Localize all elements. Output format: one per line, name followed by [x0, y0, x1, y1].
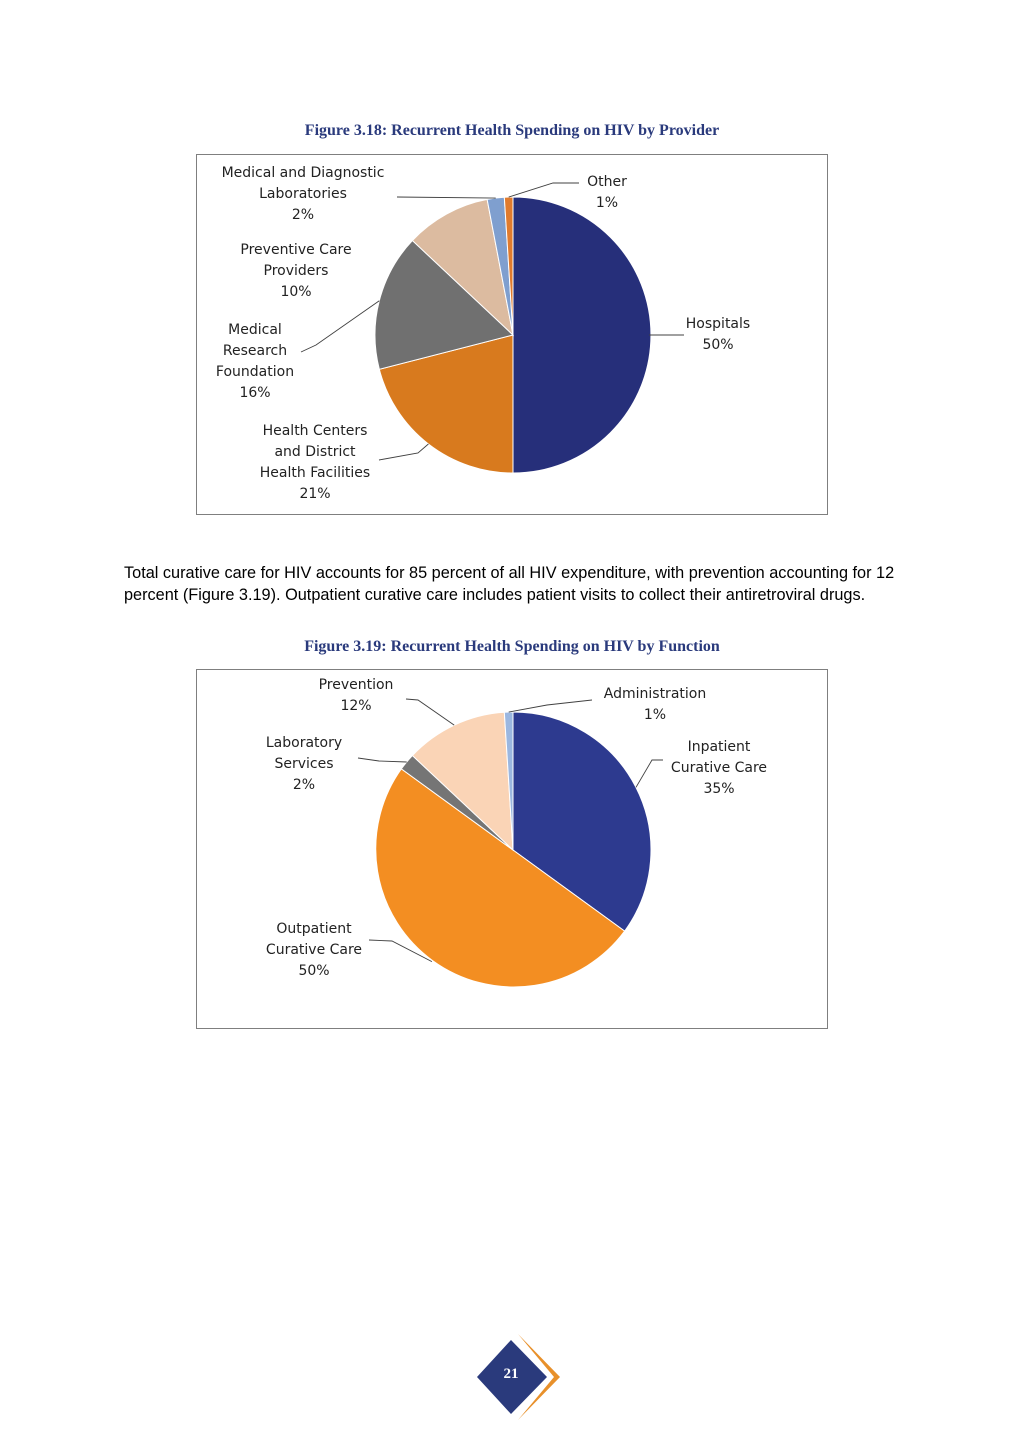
slice-label-line: Medical and Diagnostic	[221, 165, 385, 181]
slice-label-line: Curative Care	[670, 760, 768, 776]
slice-label-line: Inpatient	[687, 739, 751, 755]
slice-label-line: and District	[274, 444, 356, 460]
page-number: 21	[503, 1366, 519, 1382]
slice-label-line: Providers	[263, 263, 329, 279]
slice-label-administration	[555, 684, 755, 726]
slice-label-laboratory-services	[204, 733, 404, 796]
slice-label-line: Prevention	[318, 677, 394, 693]
slice-label-line: 50%	[702, 337, 734, 353]
slice-label-line: Services	[274, 756, 334, 772]
slice-label-preventive-care-providers	[196, 240, 396, 303]
slice-label-line: Laboratory	[265, 735, 343, 751]
slice-label-inpatient-curative-care	[619, 737, 819, 800]
slice-label-outpatient-curative-care	[214, 919, 414, 982]
slice-label-line: Research	[222, 343, 288, 359]
slice-label-health-centers-and-district-health-facilities	[215, 421, 415, 505]
slice-label-line: 35%	[703, 781, 735, 797]
slice-label-line: Other	[587, 174, 627, 190]
slice-label-hospitals	[618, 314, 818, 356]
slice-label-other	[507, 172, 707, 214]
provider-pie-chart	[196, 154, 828, 515]
slice-label-line: Laboratories	[259, 186, 347, 202]
slice-label-line: Health Facilities	[259, 465, 371, 481]
slice-label-line: 21%	[299, 486, 331, 502]
figure-3-18-title: Figure 3.18: Recurrent Health Spending on HIV by Provider	[304, 122, 720, 139]
slice-label-line: Preventive Care	[240, 242, 352, 258]
slice-label-line: 10%	[280, 284, 312, 300]
slice-label-line: 2%	[291, 207, 315, 223]
slice-label-line: Outpatient	[276, 921, 352, 937]
page-number-badge	[474, 1330, 564, 1424]
slice-label-line: Administration	[603, 686, 707, 702]
leader-line-medical-and-diagnostic-laboratories	[397, 197, 496, 198]
slice-label-line: 1%	[643, 707, 667, 723]
slice-label-line: 50%	[298, 963, 330, 979]
slice-label-line: 12%	[340, 698, 372, 714]
slice-label-line: Health Centers	[262, 423, 368, 439]
slice-label-line: 16%	[239, 385, 271, 401]
body-paragraph: Total curative care for HIV accounts for 85 percent of all HIV expenditure, with prevention accounting for 12 percent (Figure 3.19). Outpatient curative care includes patient visits to collect their antiretroviral drugs.	[124, 564, 895, 604]
slice-label-prevention	[256, 675, 456, 717]
slice-label-medical-and-diagnostic-laboratories	[203, 163, 403, 226]
slice-label-line: 2%	[292, 777, 316, 793]
slice-label-line: Medical	[228, 322, 282, 338]
figure-3-19-title: Figure 3.19: Recurrent Health Spending on HIV by Function	[304, 638, 720, 655]
function-pie-chart	[196, 669, 828, 1029]
slice-label-line: Curative Care	[265, 942, 363, 958]
slice-label-line: 1%	[595, 195, 619, 211]
slice-label-line: Hospitals	[685, 316, 751, 332]
slice-label-line: Foundation	[215, 364, 295, 380]
slice-label-medical-research-foundation	[155, 320, 355, 404]
